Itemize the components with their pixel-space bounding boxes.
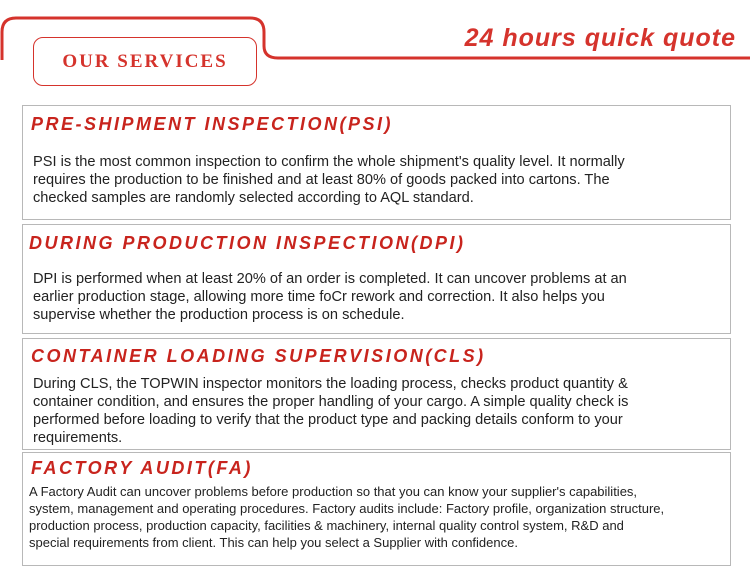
service-title: FACTORY AUDIT(FA) — [31, 458, 253, 478]
service-title: PRE-SHIPMENT INSPECTION(PSI) — [31, 114, 394, 134]
service-fa — [22, 452, 731, 566]
service-cls — [22, 338, 731, 450]
service-psi — [22, 105, 731, 220]
quick-quote-tagline: 24 hours quick quote — [464, 24, 736, 52]
service-description: During CLS, the TOPWIN inspector monitors the loading process, checks product quantity & container condition, and ensures the proper handling of your cargo. A simple quality check is performed before loading to verify that the product type and packing details conform to your requirements. — [33, 376, 629, 446]
our-services-tab — [33, 37, 257, 86]
service-title: DURING PRODUCTION INSPECTION(DPI) — [29, 233, 466, 253]
service-title: CONTAINER LOADING SUPERVISION(CLS) — [31, 346, 486, 366]
service-dpi — [22, 224, 731, 334]
service-description: A Factory Audit can uncover problems before production so that you can know your supplier's capabilities, system, management and operating procedures. Factory audits include: Factory profile, organization structure, production process, production capacity, facilities & machinery, internal quality control system, R&D and special requirements from client. This can help you select a Supplier with confidence. — [29, 484, 665, 550]
service-description: PSI is the most common inspection to confirm the whole shipment's quality level. It normally requires the production to be finished and at least 80% of goods packed into cartons. The checked samples are randomly selected according to AQL standard. — [33, 154, 625, 206]
service-description: DPI is performed when at least 20% of an order is completed. It can uncover problems at an earlier production stage, allowing more time foCr rework and correction. It also helps you supervise whether the production process is on schedule. — [33, 271, 627, 323]
tab-label: OUR SERVICES — [62, 50, 228, 72]
